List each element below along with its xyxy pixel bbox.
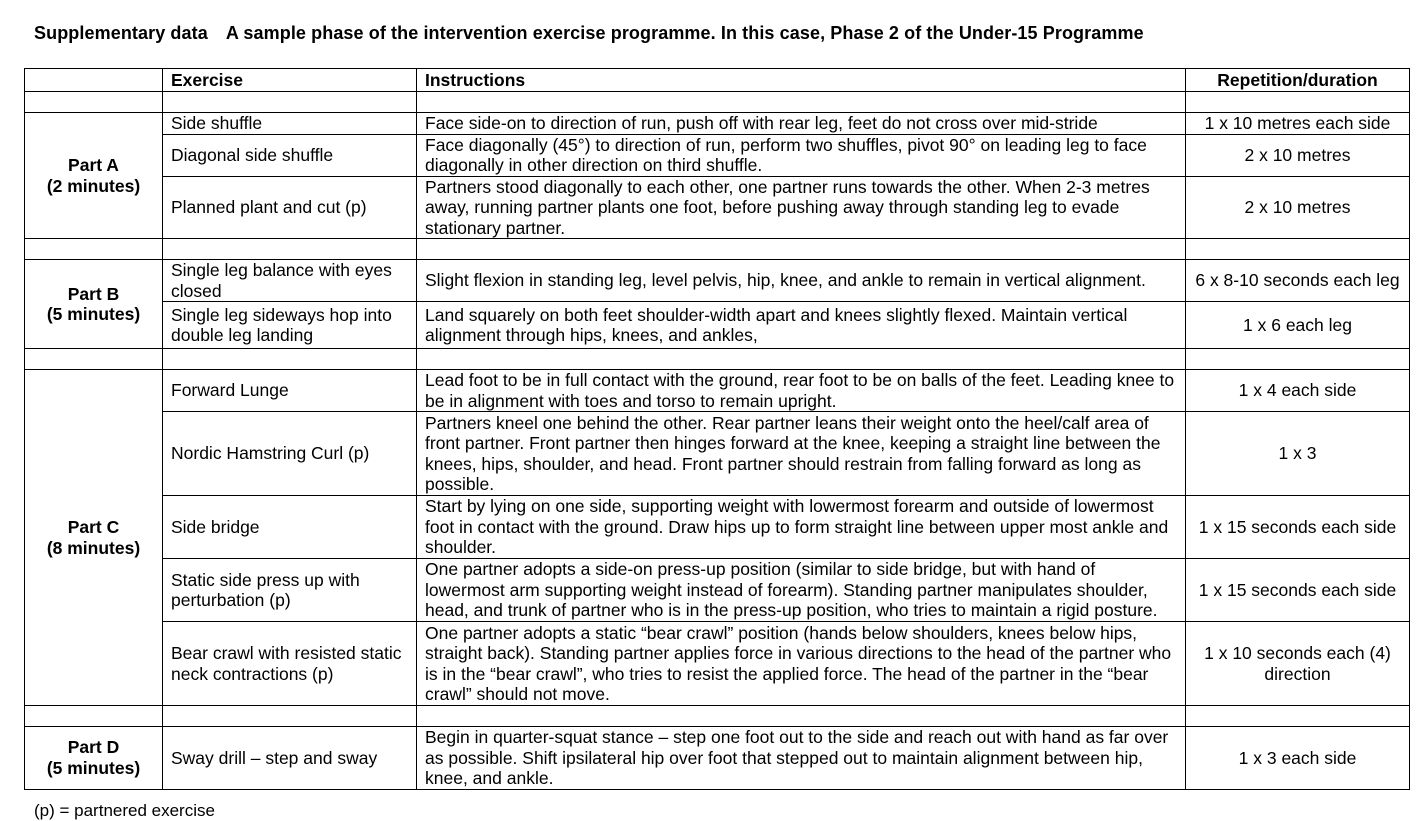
part-d-cell [25,727,163,790]
exercise-instructions: Slight flexion in standing leg, level pelvis, hip, knee, and ankle to remain in vertical alignment. [417,260,1186,302]
exercise-repetition: 1 x 6 each leg [1186,302,1410,349]
exercise-repetition: 1 x 10 metres each side [1186,113,1410,135]
exercise-name: Single leg sideways hop into double leg landing [163,302,417,349]
header-instructions: Instructions [417,69,1186,92]
table-row [25,727,1410,790]
table-row [25,559,1410,622]
exercise-instructions: Partners kneel one behind the other. Rear partner leans their weight onto the heel/calf area of front partner. Front partner then hinges forward at the knee, keeping a straight line between the knees, hips, shoulder, and head. Front partner should restrain from falling forward as long as possible. [417,412,1186,496]
table-row [25,496,1410,559]
exercise-repetition: 1 x 3 [1186,412,1410,496]
table-row [25,260,1410,302]
exercise-instructions: Lead foot to be in full contact with the ground, rear foot to be on balls of the feet. Leading knee to be in alignment with toes and torso to remain upright. [417,370,1186,412]
exercise-instructions: Face side-on to direction of run, push off with rear leg, feet do not cross over mid-stride [417,113,1186,135]
exercise-repetition: 6 x 8-10 seconds each leg [1186,260,1410,302]
exercise-instructions: Face diagonally (45°) to direction of run, perform two shuffles, pivot 90° on leading leg to face diagonally in other direction on third shuffle. [417,134,1186,176]
table-row [25,302,1410,349]
exercise-instructions: Begin in quarter-squat stance – step one foot out to the side and reach out with hand as far over as possible. Shift ipsilateral hip over foot that stepped out to maintain alignment between hip, knee, and ankle. [417,727,1186,790]
table-row [25,622,1410,706]
exercise-name: Static side press up with perturbation (p) [163,559,417,622]
exercise-repetition: 1 x 3 each side [1186,727,1410,790]
exercise-name: Sway drill – step and sway [163,727,417,790]
spacer-row [25,239,1410,260]
table-caption [34,23,1144,44]
part-d-duration: (5 minutes) [46,757,141,778]
spacer-row [25,92,1410,113]
exercise-repetition: 1 x 15 seconds each side [1186,559,1410,622]
exercise-name: Side shuffle [163,113,417,135]
part-b-duration: (5 minutes) [46,304,141,324]
header-exercise: Exercise [163,69,417,92]
table-footnote: (p) = partnered exercise [34,801,215,820]
part-a-duration: (2 minutes) [46,175,141,196]
exercise-repetition: 1 x 10 seconds each (4) direction [1186,622,1410,706]
part-c-name: Part C [67,517,120,537]
table-row [25,113,1410,135]
exercise-repetition: 2 x 10 metres [1186,176,1410,239]
exercise-name: Side bridge [163,496,417,559]
table-row [25,134,1410,176]
header-repetition: Repetition/duration [1186,69,1410,92]
exercise-name: Planned plant and cut (p) [163,176,417,239]
exercise-instructions: Start by lying on one side, supporting weight with lowermost forearm and outside of lowermost foot in contact with the ground. Draw hips up to form straight line between upper most ankle and shoulder. [417,496,1186,559]
caption-lead: Supplementary data [34,23,208,43]
exercise-repetition: 1 x 4 each side [1186,370,1410,412]
part-b-name: Part B [67,283,120,304]
exercise-instructions: Land squarely on both feet shoulder-width apart and knees slightly flexed. Maintain vertical alignment through hips, knees, and ankles, [417,302,1186,349]
spacer-row [25,349,1410,370]
exercise-instructions: One partner adopts a static “bear crawl” position (hands below shoulders, knees below hips, straight back). Standing partner applies force in various directions to the head of the partner who is in the “bear crawl”, who tries to resist the applied force. The head of the partner in the “bear crawl” should not move. [417,622,1186,706]
exercise-name: Nordic Hamstring Curl (p) [163,412,417,496]
exercise-name: Forward Lunge [163,370,417,412]
part-a-name: Part A [68,155,119,175]
caption-text: A sample phase of the intervention exercise programme. In this case, Phase 2 of the Under-15 Programme [225,23,1144,43]
exercise-repetition: 1 x 15 seconds each side [1186,496,1410,559]
part-a-cell [25,113,163,239]
exercise-name: Bear crawl with resisted static neck contractions (p) [163,622,417,706]
part-d-name: Part D [67,737,120,758]
header-part [25,69,163,92]
table-row [25,370,1410,412]
part-c-cell [25,370,163,706]
table-row [25,176,1410,239]
exercise-name: Diagonal side shuffle [163,134,417,176]
table-header-row [25,69,1410,92]
part-c-duration: (8 minutes) [46,537,141,558]
exercise-programme-table [24,68,1410,790]
exercise-instructions: Partners stood diagonally to each other, one partner runs towards the other. When 2-3 metres away, running partner plants one foot, before pushing away through standing leg to evade stationary partner. [417,176,1186,239]
exercise-name: Single leg balance with eyes closed [163,260,417,302]
part-b-cell [25,260,163,349]
exercise-instructions: One partner adopts a side-on press-up position (similar to side bridge, but with hand of lowermost arm supporting weight instead of forearm). Standing partner manipulates shoulder, head, and trunk of partner who is in the press-up position, who tries to maintain a rigid posture. [417,559,1186,622]
spacer-row [25,706,1410,727]
table-row [25,412,1410,496]
exercise-repetition: 2 x 10 metres [1186,134,1410,176]
